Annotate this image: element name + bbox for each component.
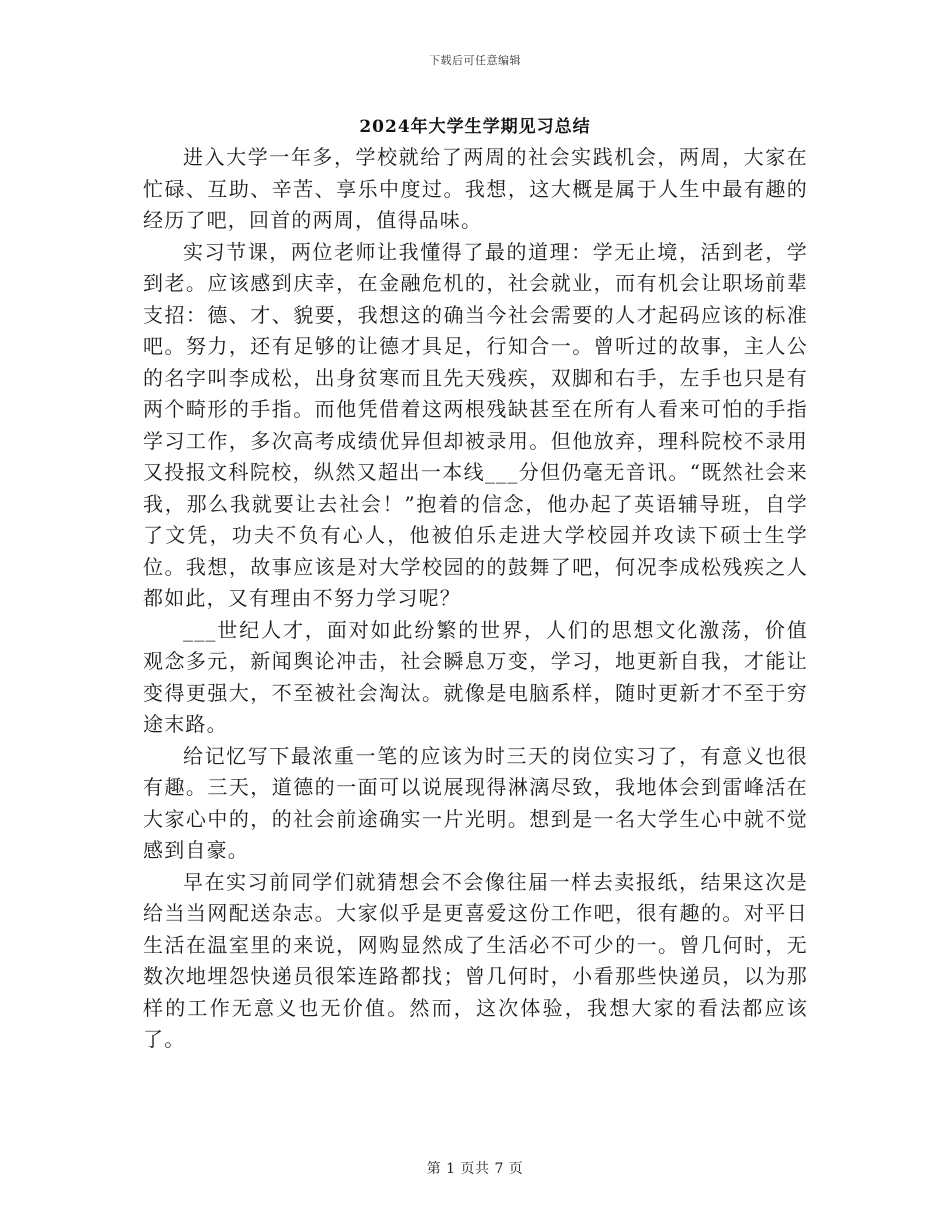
page-number: 第 1 页共 7 页: [426, 1161, 524, 1177]
paragraph: 给记忆写下最浓重一笔的应该为时三天的岗位实习了，有意义也很有趣。三天，道德的一面可以说展现得淋漓尽致，我地体会到雷峰活在大家心中的，的社会前途确实一片光明。想到是一名大学生心中就不觉感到自豪。: [143, 743, 808, 862]
paragraph: 实习节课，两位老师让我懂得了最的道理：学无止境，活到老，学到老。应该感到庆幸，在金融危机的，社会就业，而有机会让职场前辈支招：德、才、貌要，我想这的确当今社会需要的人才起码应该的标准吧。努力，还有足够的让德才具足，行知合一。曾听过的故事，主人公的名字叫李成松，出身贫寒而且先天残疾，双脚和右手，左手也只是有两个畸形的手指。而他凭借着这两根残缺甚至在所有人看来可怕的手指学习工作，多次高考成绩优异但却被录用。但他放弃，理科院校不录用又投报文科院校，纵然又超出一本线___分但仍毫无音讯。“既然社会来我，那么我就要让去社会！”抱着的信念，他办起了英语辅导班，自学了文凭，功夫不负有心人，他被伯乐走进大学校园并攻读下硕士生学位。我想，故事应该是对大学校园的的鼓舞了吧，何况李成松残疾之人都如此，又有理由不努力学习呢？: [143, 239, 808, 610]
paragraph: 早在实习前同学们就猜想会不会像往届一样去卖报纸，结果这次是给当当网配送杂志。大家似乎是更喜爱这份工作吧，很有趣的。对平日生活在温室里的来说，网购显然成了生活必不可少的一。曾几何时，无数次地埋怨快递员很笨连路都找；曾几何时，小看那些快递员，以为那样的工作无意义也无价值。然而，这次体验，我想大家的看法都应该了。: [143, 869, 808, 1051]
paragraph: ___世纪人才，面对如此纷繁的世界，人们的思想文化激荡，价值观念多元，新闻舆论冲击，社会瞬息万变，学习，地更新自我，才能让变得更强大，不至被社会淘汰。就像是电脑系样，随时更新才不至于穷途末路。: [143, 617, 808, 736]
document-title: 2024年大学生学期见习总结: [359, 117, 591, 137]
paragraph: 进入大学一年多，学校就给了两周的社会实践机会，两周，大家在忙碌、互助、辛苦、享乐中度过。我想，这大概是属于人生中最有趣的经历了吧，回首的两周，值得品味。: [143, 145, 808, 232]
page-header-note: 下载后可任意编辑: [429, 54, 521, 67]
document-body: [143, 142, 808, 1056]
